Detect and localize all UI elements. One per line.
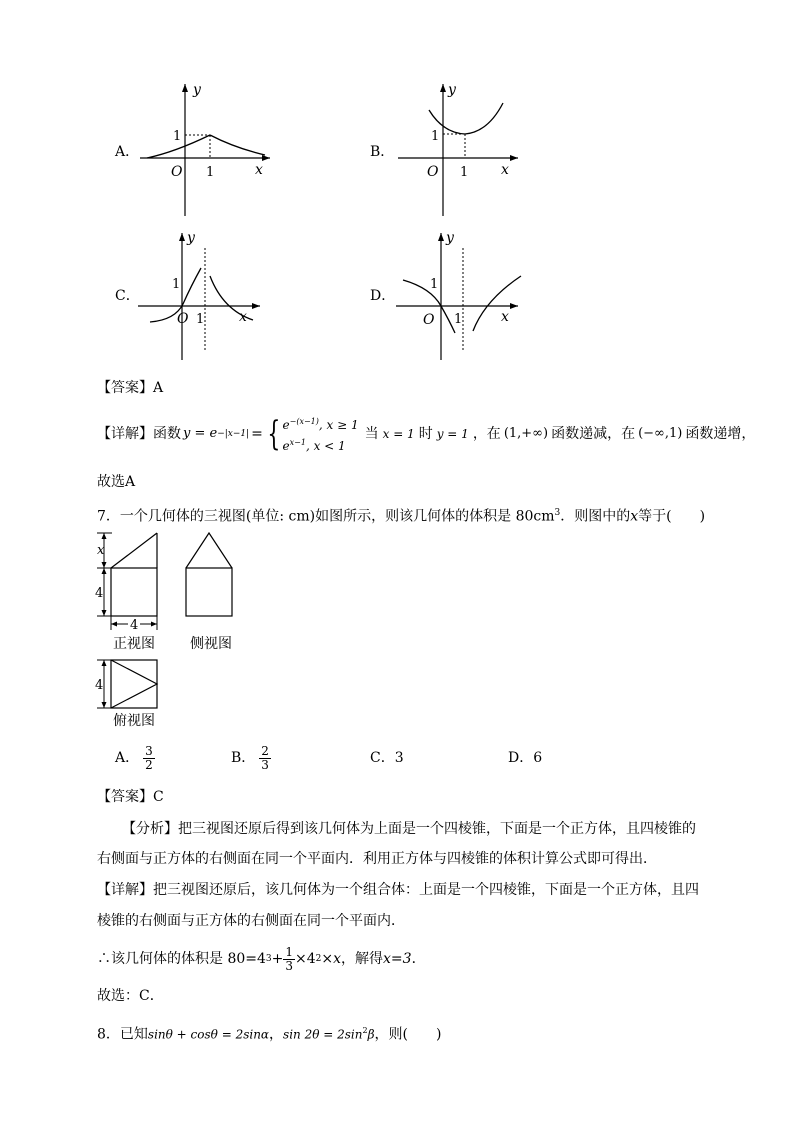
option-fraction xyxy=(143,745,155,772)
answer-tag: 【答案】 xyxy=(97,380,153,396)
q7-analysis-line1 xyxy=(122,819,696,839)
y-axis-label: y xyxy=(448,82,456,98)
q7-option-d[interactable] xyxy=(508,748,542,768)
origin-label: O xyxy=(177,311,189,327)
detail-text-1: 把三视图还原后，该几何体为一个组合体：上面是一个四棱锥，下面是一个正方体，且四 xyxy=(153,882,699,898)
vol-x: x xyxy=(333,951,342,967)
option-text: 6 xyxy=(533,750,543,766)
analysis-tag: 【分析】 xyxy=(122,821,178,837)
q8-stem xyxy=(97,1021,441,1045)
y-one-label: 1 xyxy=(430,277,439,292)
vol-num: 1 xyxy=(285,944,294,959)
option-label: B． xyxy=(231,750,256,766)
vol-den: 3 xyxy=(285,958,294,973)
vol-f: ． xyxy=(411,951,426,967)
origin-label: O xyxy=(423,312,435,328)
q7-stem-var: x xyxy=(630,508,639,525)
detail-x1: x = 1 xyxy=(382,427,415,441)
vol-e: x=3 xyxy=(383,951,412,967)
q7-stem-a: 7．一个几何体的三视图(单位: cm)如图所示，则该几何体的体积是 80cm xyxy=(97,508,555,525)
side-view-label: 侧视图 xyxy=(190,636,232,652)
x-one-label: 1 xyxy=(460,165,469,180)
y-axis-label: y xyxy=(446,230,454,246)
q7-analysis-line2: 右侧面与正方体的右侧面在同一个平面内．利用正方体与四棱锥的体积计算公式即可得出． xyxy=(97,851,657,867)
side-view xyxy=(182,528,238,624)
graph-c xyxy=(135,228,265,364)
detail-lead: 函数 xyxy=(153,426,181,442)
brace-icon: { xyxy=(267,414,281,454)
q8-stem-a: 8．已知 xyxy=(97,1026,148,1043)
q6-detail xyxy=(97,412,755,456)
vol-b: ×4 xyxy=(295,951,316,967)
q7-option-c[interactable] xyxy=(370,748,404,768)
q7-conclusion: 故选：C． xyxy=(97,988,164,1004)
detail-int2: (−∞,1) xyxy=(638,426,683,441)
front-view-label: 正视图 xyxy=(113,636,155,652)
piece2-exp: x−1 xyxy=(289,438,306,447)
q7-option-a[interactable] xyxy=(115,742,155,774)
detail-tag: 【详解】 xyxy=(97,882,153,898)
front-view xyxy=(94,528,166,636)
vol-c: × xyxy=(321,951,334,967)
vol-plus: + xyxy=(271,951,284,967)
answer-value: C xyxy=(153,789,164,805)
graph-b xyxy=(393,78,528,220)
vol-d: ，解得 xyxy=(341,951,384,967)
detail-exp: −|x−1| xyxy=(217,429,250,439)
dim-4-top-left: 4 xyxy=(95,678,104,693)
q8-eq2: sin 2θ = 2sin xyxy=(283,1027,363,1042)
y-axis-label: y xyxy=(193,82,201,98)
q7-stem-c: 等于( ) xyxy=(638,508,706,525)
detail-func: y = e xyxy=(183,426,218,441)
analysis-text-1: 把三视图还原后得到该几何体为上面是一个四棱锥，下面是一个正方体，且四棱锥的 xyxy=(178,821,696,837)
option-b-label: B． xyxy=(370,144,395,160)
graph-a xyxy=(135,78,275,220)
q7-stem xyxy=(97,503,705,527)
piece1-base: e xyxy=(282,418,290,432)
piece2-cond: , x < 1 xyxy=(305,439,346,453)
piece1-cond: , x ≥ 1 xyxy=(318,418,359,432)
piecewise xyxy=(283,413,359,455)
detail-comma: ，在 xyxy=(472,426,501,442)
q7-stem-sup: 3 xyxy=(554,508,561,518)
q8-eq1: sinθ + cosθ = 2sinα xyxy=(147,1027,270,1042)
vol-sup1: 3 xyxy=(265,954,272,964)
x-axis-label: x xyxy=(239,309,247,325)
q7-option-b[interactable] xyxy=(231,742,271,774)
detail-tag: 【详解】 xyxy=(97,426,153,442)
detail-when: 当 xyxy=(364,426,379,442)
piece2-base: e xyxy=(282,439,290,453)
dim-4-bottom: 4 xyxy=(130,618,139,633)
piece1-exp: −(x−1) xyxy=(289,417,319,426)
y-one-label: 1 xyxy=(431,129,440,144)
q7-detail-line1 xyxy=(97,880,699,900)
frac-den: 3 xyxy=(261,757,269,772)
option-a-label: A． xyxy=(115,144,140,160)
q6-conclusion: 故选A xyxy=(97,474,136,490)
detail-y1: y = 1 xyxy=(436,427,469,441)
origin-label: O xyxy=(171,164,183,180)
detail-dec: 函数递减，在 xyxy=(551,426,636,442)
option-label: A． xyxy=(115,750,140,766)
option-c-label: C． xyxy=(115,288,140,304)
dim-4-left: 4 xyxy=(95,586,104,601)
option-label: D． xyxy=(508,750,534,766)
q7-stem-b: ．则图中的 xyxy=(560,508,631,525)
vol-fraction xyxy=(283,946,295,973)
x-axis-label: x xyxy=(501,162,509,178)
x-axis-label: x xyxy=(255,162,263,178)
q7-answer xyxy=(97,787,164,807)
answer-tag: 【答案】 xyxy=(97,789,153,805)
detail-then: 时 xyxy=(418,426,433,442)
option-fraction xyxy=(259,745,271,772)
q8-sup: 2 xyxy=(362,1026,368,1035)
q6-answer xyxy=(97,378,163,398)
x-one-label: 1 xyxy=(206,165,215,180)
frac-num: 2 xyxy=(261,743,269,758)
q8-stem-b: ， xyxy=(269,1026,284,1043)
q7-volume-line xyxy=(97,942,426,976)
top-view-label: 俯视图 xyxy=(113,713,155,729)
detail-inc: 函数递增， xyxy=(685,426,756,442)
top-view xyxy=(94,655,166,713)
graph-d xyxy=(393,228,528,364)
y-one-label: 1 xyxy=(173,129,182,144)
answer-value: A xyxy=(153,380,164,396)
detail-eq: = xyxy=(251,426,263,442)
frac-num: 3 xyxy=(145,743,153,758)
x-axis-label: x xyxy=(501,309,509,325)
x-one-label: 1 xyxy=(454,312,463,327)
x-one-label: 1 xyxy=(196,312,205,327)
option-text: 3 xyxy=(394,750,404,766)
q8-stem-c: ，则( ) xyxy=(374,1026,442,1043)
y-one-label: 1 xyxy=(172,277,181,292)
vol-a: ∴该几何体的体积是 80=4 xyxy=(97,951,266,967)
detail-int1: (1,+∞) xyxy=(503,426,549,441)
q7-detail-line2: 棱锥的右侧面与正方体的右侧面在同一个平面内． xyxy=(97,913,405,929)
dim-x: x xyxy=(97,543,105,558)
option-d-label: D． xyxy=(370,288,396,304)
option-label: C． xyxy=(370,750,395,766)
origin-label: O xyxy=(427,164,439,180)
q8-beta: β xyxy=(367,1027,375,1042)
vol-sup2: 2 xyxy=(315,954,322,964)
frac-den: 2 xyxy=(145,757,153,772)
y-axis-label: y xyxy=(187,230,195,246)
